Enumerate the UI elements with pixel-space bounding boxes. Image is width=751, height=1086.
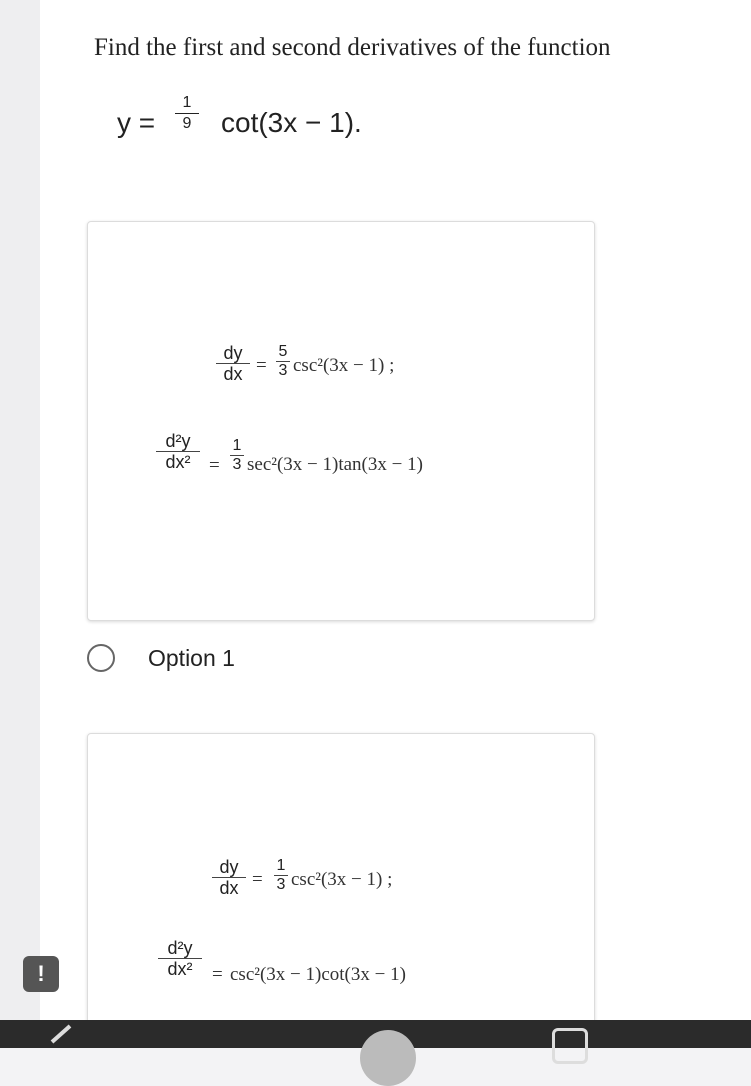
option-1-image [87,221,595,621]
second-derivative-expr: sec²(3x − 1)tan(3x − 1) [247,454,423,475]
dx2-denominator: dx² [165,452,191,472]
dy-dx-fraction [212,858,246,897]
coefficient-fraction [230,438,244,473]
question-text: Find the first and second derivatives of the function [94,34,611,61]
coef-numerator: 1 [232,437,242,454]
home-icon[interactable] [360,1030,416,1086]
coef-numerator: 1 [276,857,286,874]
dy-dx-fraction [216,344,250,383]
d2y-dx2-fraction [156,432,200,471]
coef-denominator: 3 [278,362,288,379]
d2y-dx2-fraction [158,939,202,978]
d2y-numerator: d²y [167,938,193,958]
left-margin [0,0,40,1020]
coefficient-fraction [276,344,290,379]
function-fraction [175,95,199,132]
option-2-image [87,733,595,1035]
equals-sign: = [252,869,263,890]
option-1-choice[interactable] [87,644,235,672]
alert-icon[interactable]: ! [23,956,59,992]
dy-numerator: dy [219,857,239,877]
coef-numerator: 5 [278,343,288,360]
equals-sign: = [256,355,267,376]
dx-denominator: dx [219,878,239,898]
fraction-numerator: 1 [182,94,192,111]
first-derivative-expr: csc²(3x − 1) ; [291,869,393,890]
coef-denominator: 3 [232,456,242,473]
dx-denominator: dx [223,364,243,384]
coefficient-fraction [274,858,288,893]
second-derivative-expr: csc²(3x − 1)cot(3x − 1) [230,964,406,985]
equals-sign: = [209,455,220,476]
back-icon[interactable] [40,1024,80,1044]
d2y-numerator: d²y [165,431,191,451]
option-label[interactable]: Option 1 [148,644,235,671]
equals-sign: = [212,964,223,985]
recent-apps-icon[interactable] [552,1028,588,1064]
dy-numerator: dy [223,343,243,363]
fraction-denominator: 9 [182,115,192,132]
function-rhs: cot(3x − 1). [221,107,362,138]
first-derivative-expr: csc²(3x − 1) ; [293,355,395,376]
coef-denominator: 3 [276,876,286,893]
system-navigation-bar [0,1020,751,1048]
fraction-bar [175,113,199,114]
dx2-denominator: dx² [167,959,193,979]
radio-button[interactable] [87,644,115,672]
function-lhs: y = [117,107,156,138]
